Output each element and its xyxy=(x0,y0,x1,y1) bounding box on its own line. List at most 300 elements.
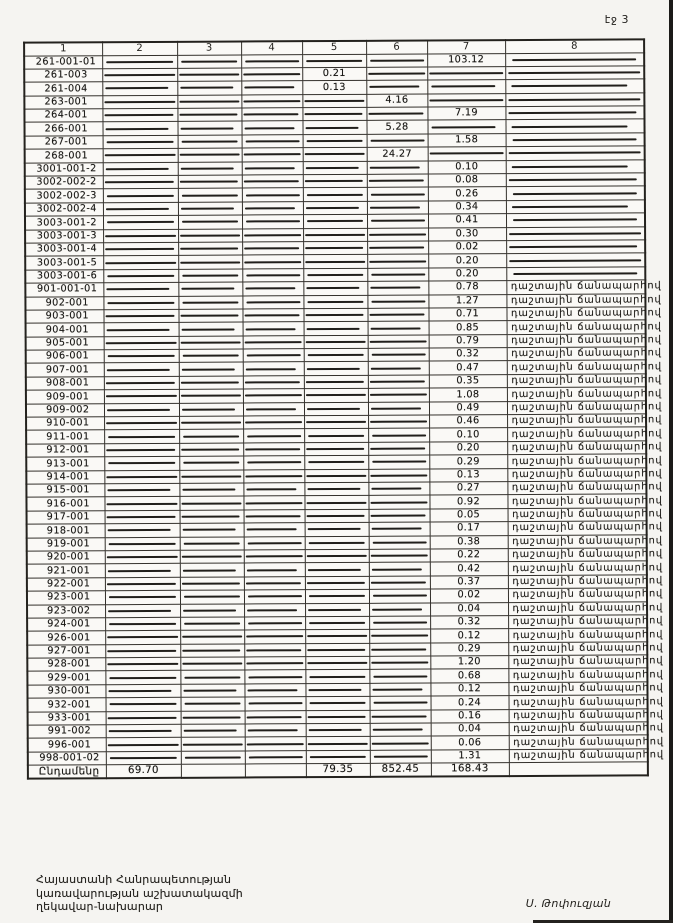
value-cell xyxy=(430,656,508,670)
value-cell xyxy=(429,468,507,482)
cell-value: 0.06 xyxy=(458,736,482,749)
note-cell xyxy=(506,240,645,254)
parcel-code-cell xyxy=(24,109,102,123)
road-note: դաշտային ճանապարհով xyxy=(512,508,663,521)
empty-cell-dash xyxy=(182,716,241,719)
value-cell xyxy=(369,669,430,683)
empty-cell-dash xyxy=(306,501,366,503)
value-cell xyxy=(103,189,178,203)
footer-line: կառավարության աշխատակազմի xyxy=(36,886,243,900)
value-cell xyxy=(178,162,242,176)
value-cell xyxy=(179,483,243,497)
value-cell xyxy=(302,67,366,81)
empty-cell-dash xyxy=(248,622,302,624)
value-cell xyxy=(244,643,305,657)
total-value: 168.43 xyxy=(451,763,489,775)
note-cell xyxy=(508,548,663,562)
parcel-code: 933-001 xyxy=(47,712,92,724)
page-number: էջ 3 xyxy=(604,13,629,26)
parcel-code-cell xyxy=(25,136,103,150)
parcel-code: 926-001 xyxy=(47,631,91,644)
parcel-code-cell xyxy=(26,457,104,471)
value-cell xyxy=(102,122,177,136)
value-cell xyxy=(243,389,304,403)
empty-cell-dash xyxy=(106,61,173,63)
value-cell xyxy=(302,81,366,95)
value-cell xyxy=(178,229,242,243)
empty-cell-dash xyxy=(305,234,365,236)
note-cell xyxy=(509,735,664,749)
empty-cell-dash xyxy=(511,85,627,88)
empty-cell-dash xyxy=(182,221,239,223)
value-cell xyxy=(180,563,244,577)
value-cell xyxy=(368,348,429,362)
value-cell xyxy=(368,482,429,496)
note-cell xyxy=(506,253,645,267)
parcel-code: 3003-001-2 xyxy=(36,216,97,229)
cell-value: 0.37 xyxy=(457,576,481,588)
empty-cell-dash xyxy=(308,742,368,744)
road-note: դաշտային ճանապարհով xyxy=(513,709,664,722)
value-cell xyxy=(428,254,506,268)
empty-cell-dash xyxy=(107,650,176,653)
value-cell xyxy=(178,202,242,216)
value-cell xyxy=(245,710,306,724)
value-cell xyxy=(179,322,243,336)
empty-cell-dash xyxy=(104,114,173,117)
empty-cell-dash xyxy=(184,703,241,705)
note-cell xyxy=(506,307,662,321)
empty-cell-dash xyxy=(104,74,175,76)
empty-cell-dash xyxy=(371,407,421,409)
total-value-cell xyxy=(306,764,370,778)
value-cell xyxy=(428,227,506,241)
value-cell xyxy=(104,416,179,430)
value-cell xyxy=(241,81,302,95)
road-note: դաշտային ճանապարհով xyxy=(512,588,664,601)
note-cell xyxy=(505,52,644,66)
value-cell xyxy=(367,281,428,295)
empty-cell-dash xyxy=(245,395,303,397)
empty-cell-dash xyxy=(304,100,364,102)
value-cell xyxy=(103,229,178,243)
parcel-code-cell xyxy=(24,69,102,83)
parcel-code: 908-001 xyxy=(45,377,90,389)
cell-value: 0.04 xyxy=(458,723,482,735)
empty-cell-dash xyxy=(181,141,238,143)
parcel-code: 268-001 xyxy=(44,149,89,162)
value-cell xyxy=(304,348,368,362)
parcel-code: 905-001 xyxy=(45,337,90,349)
value-cell xyxy=(243,376,304,390)
empty-cell-dash xyxy=(245,194,299,196)
note-cell xyxy=(507,494,663,508)
empty-cell-dash xyxy=(306,127,359,129)
parcel-code-cell xyxy=(25,310,103,324)
value-cell xyxy=(306,710,370,724)
cell-value: 5.28 xyxy=(385,121,409,133)
signature-name: Ս. Թոփուզյան xyxy=(525,897,611,910)
column-header: 3 xyxy=(177,41,241,54)
value-cell xyxy=(244,590,305,604)
value-cell xyxy=(429,495,507,509)
empty-cell-dash xyxy=(182,663,242,665)
value-cell xyxy=(242,309,303,323)
empty-cell-dash xyxy=(107,141,174,143)
note-cell xyxy=(508,642,664,656)
road-note: դաշտային ճանապարհով xyxy=(512,535,663,547)
parcel-code-cell xyxy=(26,470,104,484)
note-cell xyxy=(509,749,665,763)
empty-cell-dash xyxy=(245,475,303,477)
scan-edge-artifact xyxy=(669,0,673,923)
road-note: դաշտային ճանապարհով xyxy=(511,401,663,414)
value-cell xyxy=(243,483,304,497)
value-cell xyxy=(304,389,368,403)
value-cell xyxy=(366,107,427,121)
empty-cell-dash xyxy=(369,246,425,249)
parcel-code-cell xyxy=(27,577,105,591)
cell-value: 0.29 xyxy=(456,455,480,467)
parcel-code: 3002-002-2 xyxy=(36,176,97,188)
empty-cell-dash xyxy=(243,100,301,102)
value-cell xyxy=(430,535,508,549)
value-cell xyxy=(304,482,368,496)
value-cell xyxy=(304,362,368,376)
empty-cell-dash xyxy=(109,596,176,598)
road-note: դաշտային ճանապարհով xyxy=(512,628,664,641)
empty-cell-dash xyxy=(180,87,233,89)
value-cell xyxy=(367,187,428,201)
parcel-code-cell xyxy=(25,216,103,230)
value-cell xyxy=(181,697,245,711)
parcel-code-cell xyxy=(26,377,104,391)
value-cell xyxy=(429,361,507,375)
total-value-cell xyxy=(431,763,509,777)
empty-cell-dash xyxy=(371,273,425,275)
value-cell xyxy=(244,509,305,523)
empty-cell-dash xyxy=(244,314,300,317)
value-cell xyxy=(370,696,431,710)
empty-cell-dash xyxy=(370,447,426,450)
empty-cell-dash xyxy=(244,247,300,250)
value-cell xyxy=(429,482,507,496)
empty-cell-dash xyxy=(108,355,175,357)
empty-cell-dash xyxy=(370,193,424,195)
value-cell xyxy=(244,563,305,577)
parcel-code-cell xyxy=(28,752,106,766)
empty-cell-dash xyxy=(245,167,295,169)
parcel-code: 904-001 xyxy=(45,323,89,336)
value-cell xyxy=(244,523,305,537)
empty-cell-dash xyxy=(180,181,239,184)
cell-value: 0.85 xyxy=(456,321,480,333)
cell-value: 0.13 xyxy=(456,469,480,481)
empty-cell-dash xyxy=(106,382,175,385)
value-cell xyxy=(104,336,179,350)
empty-cell-dash xyxy=(309,702,366,704)
road-note: դաշտային ճանապարհով xyxy=(511,347,662,360)
empty-cell-dash xyxy=(370,474,428,476)
value-cell xyxy=(368,361,429,375)
value-cell xyxy=(103,242,178,256)
empty-cell-dash xyxy=(247,689,297,691)
empty-cell-dash xyxy=(370,380,426,383)
value-cell xyxy=(428,267,506,281)
value-cell xyxy=(369,603,430,617)
value-cell xyxy=(369,562,430,576)
empty-cell-dash xyxy=(246,582,302,585)
parcel-code-cell xyxy=(26,484,104,498)
note-cell xyxy=(507,441,663,455)
value-cell xyxy=(103,216,178,230)
value-cell xyxy=(105,657,180,671)
empty-cell-dash xyxy=(245,448,301,451)
value-cell xyxy=(179,496,243,510)
empty-cell-dash xyxy=(308,542,365,544)
cell-value: 0.20 xyxy=(455,254,479,267)
empty-cell-dash xyxy=(371,581,427,584)
empty-cell-dash xyxy=(508,71,640,74)
note-cell xyxy=(507,427,663,441)
cell-value: 0.47 xyxy=(456,362,480,374)
value-cell xyxy=(428,147,506,161)
empty-cell-dash xyxy=(373,702,427,704)
value-cell xyxy=(242,255,303,269)
parcel-code: 902-001 xyxy=(45,297,89,309)
value-cell xyxy=(179,389,243,403)
cell-value: 1.20 xyxy=(457,656,481,668)
parcel-code-cell xyxy=(25,176,103,190)
empty-cell-dash xyxy=(106,422,177,424)
parcel-code: 929-001 xyxy=(47,672,91,684)
cell-value: 0.27 xyxy=(456,482,480,494)
empty-cell-dash xyxy=(183,690,236,692)
value-cell xyxy=(427,107,505,121)
empty-cell-dash xyxy=(307,649,366,652)
road-note: դաշտային ճանապարհով xyxy=(512,655,664,668)
value-cell xyxy=(304,469,368,483)
note-cell xyxy=(507,374,663,388)
empty-cell-dash xyxy=(182,636,242,638)
value-cell xyxy=(367,228,428,242)
value-cell xyxy=(304,496,368,510)
empty-cell-dash xyxy=(305,260,365,262)
cell-value: 1.58 xyxy=(455,134,479,146)
footer-line: Հայաստանի Հանրապետության xyxy=(36,873,232,886)
value-cell xyxy=(367,147,428,161)
empty-cell-dash xyxy=(245,555,303,557)
empty-cell-dash xyxy=(181,448,240,451)
road-note: դաշտային ճանապարհով xyxy=(512,575,664,588)
value-cell xyxy=(102,82,177,96)
value-cell xyxy=(305,549,369,563)
value-cell xyxy=(180,523,244,537)
empty-cell-dash xyxy=(308,461,365,463)
value-cell xyxy=(105,684,180,698)
value-cell xyxy=(103,162,178,176)
cell-value: 7.19 xyxy=(454,107,478,119)
value-cell xyxy=(303,228,367,242)
empty-cell-dash xyxy=(107,636,178,638)
value-cell xyxy=(428,174,506,188)
empty-cell-dash xyxy=(247,542,301,544)
empty-cell-dash xyxy=(243,73,301,75)
value-cell xyxy=(103,149,178,163)
empty-cell-dash xyxy=(370,514,426,517)
parcel-code: 921-001 xyxy=(46,564,91,577)
footer-authority-block xyxy=(36,873,243,914)
value-cell xyxy=(367,134,428,148)
empty-cell-dash xyxy=(105,235,176,237)
value-cell xyxy=(243,429,304,443)
value-cell xyxy=(105,631,180,645)
value-cell xyxy=(102,108,177,122)
parcel-code-cell xyxy=(28,738,106,752)
empty-cell-dash xyxy=(182,408,235,410)
parcel-code: 998-001-02 xyxy=(39,752,100,764)
note-cell xyxy=(508,575,664,589)
empty-cell-dash xyxy=(104,101,175,103)
empty-cell-dash xyxy=(245,502,303,504)
empty-cell-dash xyxy=(183,462,240,464)
empty-cell-dash xyxy=(429,99,503,101)
value-cell xyxy=(367,161,428,175)
total-label-cell xyxy=(28,765,106,779)
empty-cell-dash xyxy=(107,556,178,558)
empty-cell-dash xyxy=(369,260,427,262)
value-cell xyxy=(430,629,508,643)
empty-cell-dash xyxy=(107,275,174,277)
empty-cell-dash xyxy=(429,72,503,74)
cell-value: 0.32 xyxy=(457,616,481,628)
empty-cell-dash xyxy=(370,207,420,209)
value-cell xyxy=(303,215,367,229)
empty-cell-dash xyxy=(307,488,360,490)
value-cell xyxy=(306,737,370,751)
parcel-code: 930-001 xyxy=(47,685,91,697)
value-cell xyxy=(177,121,241,135)
cell-value: 0.46 xyxy=(456,415,480,427)
empty-cell-dash xyxy=(184,623,241,625)
empty-cell-dash xyxy=(182,328,235,330)
empty-cell-dash xyxy=(245,515,301,518)
empty-cell-dash xyxy=(371,662,429,664)
parcel-code: 996-001 xyxy=(47,739,92,751)
value-cell xyxy=(366,67,427,81)
value-cell xyxy=(104,457,179,471)
note-cell xyxy=(507,360,662,374)
parcel-code-cell xyxy=(27,604,105,618)
parcel-code-cell xyxy=(25,243,103,257)
column-header: 4 xyxy=(241,41,302,54)
value-cell xyxy=(429,348,507,362)
parcel-code: 909-001 xyxy=(46,390,90,403)
total-value-cell xyxy=(509,762,648,776)
value-cell xyxy=(178,269,242,283)
value-cell xyxy=(428,281,506,295)
value-cell xyxy=(305,563,369,577)
parcel-code: 913-001 xyxy=(46,457,90,470)
empty-cell-dash xyxy=(110,757,177,759)
note-cell xyxy=(507,334,662,348)
empty-cell-dash xyxy=(371,488,421,490)
empty-cell-dash xyxy=(245,288,295,290)
value-cell xyxy=(104,483,179,497)
value-cell xyxy=(430,549,508,563)
parcel-code-cell xyxy=(28,725,106,739)
cell-value: 103.12 xyxy=(448,54,485,66)
parcel-code: 3001-001-2 xyxy=(36,163,97,175)
value-cell xyxy=(242,135,303,149)
value-cell xyxy=(179,349,243,363)
empty-cell-dash xyxy=(509,178,637,181)
parcel-code: 910-001 xyxy=(46,417,90,429)
value-cell xyxy=(242,175,303,189)
empty-cell-dash xyxy=(181,381,240,384)
empty-cell-dash xyxy=(368,73,426,75)
note-cell xyxy=(507,387,663,401)
cell-value: 0.22 xyxy=(457,549,481,561)
value-cell xyxy=(368,442,429,456)
empty-cell-dash xyxy=(110,703,177,705)
value-cell xyxy=(105,564,180,578)
parcel-code: 917-001 xyxy=(46,511,90,523)
empty-cell-dash xyxy=(308,689,361,691)
empty-cell-dash xyxy=(182,274,239,276)
value-cell xyxy=(178,175,242,189)
empty-cell-dash xyxy=(182,489,235,491)
empty-cell-dash xyxy=(182,301,239,303)
value-cell xyxy=(242,228,303,242)
empty-cell-dash xyxy=(248,676,302,678)
cell-value: 1.31 xyxy=(458,750,482,762)
value-cell xyxy=(177,95,241,109)
value-cell xyxy=(106,698,181,712)
parcel-code-cell xyxy=(26,403,104,417)
empty-cell-dash xyxy=(306,60,363,62)
value-cell xyxy=(105,617,180,631)
value-cell xyxy=(428,160,506,174)
road-note: դաշտային ճանապարհով xyxy=(512,521,663,534)
cell-value: 1.08 xyxy=(456,388,480,400)
value-cell xyxy=(429,401,507,415)
value-cell xyxy=(177,68,241,82)
note-cell xyxy=(508,588,664,602)
total-value-cell xyxy=(106,765,181,779)
parcel-code-cell xyxy=(27,537,105,551)
value-cell xyxy=(305,603,369,617)
note-cell xyxy=(506,213,645,227)
parcel-code: 267-001 xyxy=(44,136,89,148)
value-cell xyxy=(428,187,506,201)
value-cell xyxy=(241,108,302,122)
road-note: դաշտային ճանապարհով xyxy=(512,615,664,628)
parcel-code: 922-001 xyxy=(46,578,91,590)
empty-cell-dash xyxy=(181,60,238,62)
empty-cell-dash xyxy=(107,663,178,665)
empty-cell-dash xyxy=(370,501,428,503)
value-cell xyxy=(369,643,430,657)
empty-cell-dash xyxy=(307,662,367,664)
empty-cell-dash xyxy=(105,181,174,184)
parcel-code-cell xyxy=(28,698,106,712)
value-cell xyxy=(305,670,369,684)
parcel-code-cell xyxy=(24,122,102,136)
parcel-code: 915-001 xyxy=(46,484,90,496)
total-label: Ընդամենը xyxy=(38,765,100,778)
empty-cell-dash xyxy=(371,715,427,718)
